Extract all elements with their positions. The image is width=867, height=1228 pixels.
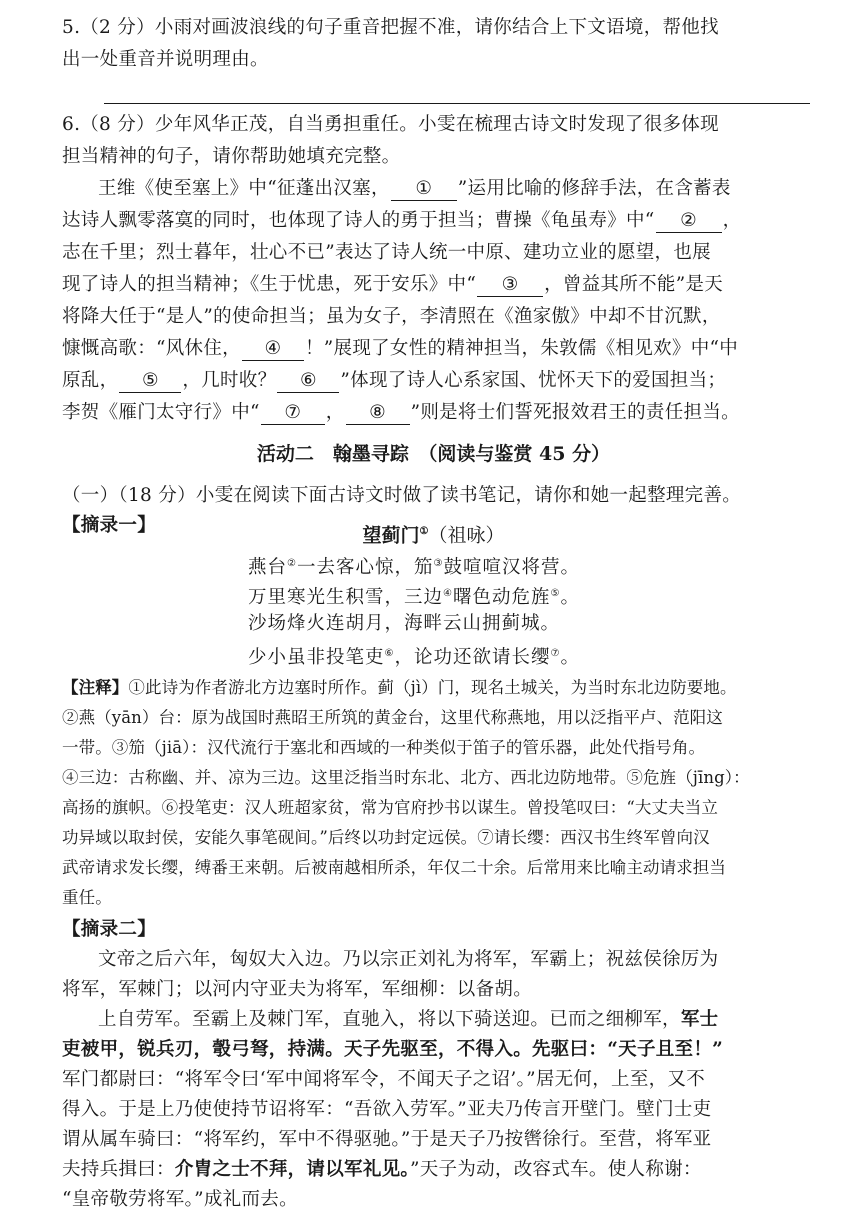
poem-line-1: 燕台②一去客心惊，笳③鼓喧喧汉将营。 bbox=[248, 557, 580, 579]
prose-line-3: 上自劳军。至霸上及棘门军，直驰入，将以下骑送迎。已而之细柳军，军士 bbox=[98, 1009, 719, 1030]
prose-line-8: 夫持兵揖曰：介胄之士不拜，请以军礼见。”天子为动，改容式车。使人称谢： bbox=[62, 1159, 702, 1180]
poem-line-3: 沙场烽火连胡月，海畔云山拥蓟城。 bbox=[248, 613, 561, 634]
part1-intro: （一）（18 分）小雯在阅读下面古诗文时做了读书笔记，请你和她一起整理完善。 bbox=[62, 485, 742, 506]
answer-line bbox=[104, 103, 810, 104]
prose-emphasis-1: 军士 bbox=[680, 1009, 719, 1030]
prose-line-6: 得入。于是上乃使使持节诏将军：“吾欲入劳军。”亚夫乃传言开壁门。壁门士吏 bbox=[62, 1099, 712, 1120]
prose-line-4: 吏被甲，锐兵刃，彀弓弩，持满。天子先驱至，不得入。先驱曰：“天子且至！” bbox=[62, 1039, 724, 1060]
blank-6[interactable]: ⑥ bbox=[277, 370, 339, 393]
prose-line-5: 军门都尉曰：“将军令曰‘军中闻将军令，不闻天子之诏’。”居无何，上至，又不 bbox=[62, 1069, 706, 1090]
q6-line-7: 将降大任于“是人”的使命担当；虽为女子，李清照在《渔家傲》中却不甘沉默， bbox=[62, 306, 721, 327]
blank-3[interactable]: ③ bbox=[477, 274, 543, 297]
q6-line-4: 达诗人飘零落寞的同时，也体现了诗人的勇于担当；曹操《龟虽寿》中“ ② ， bbox=[62, 210, 742, 231]
q6-line-8: 慷慨高歌：“风休住， ④ ！”展现了女性的精神担当，朱敦儒《相见欢》中“中 bbox=[62, 338, 739, 359]
poem-line-2: 万里寒光生积雪，三边④曙色动危旌⑤。 bbox=[248, 587, 580, 609]
note-line-3: 一带。③笳（jiā）：汉代流行于塞北和西域的一种类似于笛子的管乐器，此处代指号角。 bbox=[62, 738, 706, 757]
q6-line-3: 王维《使至塞上》中“征蓬出汉塞， ① ”运用比喻的修辞手法，在含蓄表 bbox=[98, 178, 731, 199]
q5-line-1: 5.（2 分）小雨对画波浪线的句子重音把握不准，请你结合上下文语境，帮他找 bbox=[62, 17, 719, 38]
activity-title: 活动二 翰墨寻踪 （阅读与鉴赏 45 分） bbox=[256, 443, 611, 465]
prose-line-9: “皇帝敬劳将军。”成礼而去。 bbox=[62, 1189, 298, 1210]
note-line-5: 高扬的旗帜。⑥投笔吏：汉人班超家贫，常为官府抄书以谋生。曾投笔叹曰：“大丈夫当立 bbox=[62, 798, 718, 817]
blank-2[interactable]: ② bbox=[656, 210, 722, 233]
blank-8[interactable]: ⑧ bbox=[346, 402, 410, 425]
note-line-7: 武帝请求发长缨，缚番王来朝。后被南越相所杀，年仅二十余。后常用来比喻主动请求担当 bbox=[62, 858, 726, 877]
prose-emphasis-2: 介胄之士不拜，请以军礼见。 bbox=[174, 1159, 410, 1180]
note-line-8: 重任。 bbox=[62, 888, 112, 907]
note-line-2: ②燕（yān）台：原为战国时燕昭王所筑的黄金台，这里代称燕地，用以泛指平卢、范阳这 bbox=[62, 708, 723, 727]
blank-7[interactable]: ⑦ bbox=[261, 402, 325, 425]
q6-line-2: 担当精神的句子，请你帮助她填充完整。 bbox=[62, 146, 401, 167]
blank-5[interactable]: ⑤ bbox=[119, 370, 181, 393]
poem-line-4: 少小虽非投笔吏⑥，论功还欲请长缨⑦。 bbox=[248, 647, 580, 669]
poem-author: （祖咏） bbox=[428, 524, 505, 547]
poem-title-row bbox=[0, 518, 867, 549]
prose-line-7: 谓从属车骑曰：“将军约，军中不得驱驰。”于是天子乃按辔徐行。至营，将军亚 bbox=[62, 1129, 712, 1150]
q6-line-5: 志在千里；烈士暮年，壮心不已”表达了诗人统一中原、建功立业的愿望，也展 bbox=[62, 242, 711, 263]
excerpt-2-label: 【摘录二】 bbox=[62, 919, 157, 940]
poem-title: 望蓟门 bbox=[362, 524, 420, 547]
q6-line-10: 李贺《雁门太守行》中“ ⑦ ， ⑧ ”则是将士们誓死报效君王的责任担当。 bbox=[62, 402, 740, 423]
blank-1[interactable]: ① bbox=[391, 178, 457, 201]
note-line-4: ④三边：古称幽、并、凉为三边。这里泛指当时东北、北方、西北边防地带。⑤危旌（jīng）： bbox=[62, 768, 750, 787]
note-line-6: 功异域以取封侯，安能久事笔砚间。”后终以功封定远侯。⑦请长缨：西汉书生终军曾向汉 bbox=[62, 828, 710, 847]
q6-line-6: 现了诗人的担当精神；《生于忧患，死于安乐》中“ ③ ，曾益其所不能”是天 bbox=[62, 274, 724, 295]
note-line-1: 【注释】①此诗为作者游北方边塞时所作。蓟（jì）门，现名土城关，为当时东北边防要地。 bbox=[62, 678, 737, 697]
prose-line-2: 将军，军棘门；以河内守亚夫为将军，军细柳：以备胡。 bbox=[62, 979, 533, 1000]
q5-line-2: 出一处重音并说明理由。 bbox=[62, 49, 269, 70]
prose-line-1: 文帝之后六年，匈奴大入边。乃以宗正刘礼为将军，军霸上；祝兹侯徐厉为 bbox=[98, 949, 719, 970]
excerpt-1-label: 【摘录一】 bbox=[62, 515, 157, 536]
q6-line-9: 原乱， ⑤ ，几时收？ ⑥ ”体现了诗人心系家国、忧怀天下的爱国担当； bbox=[62, 370, 727, 391]
blank-4[interactable]: ④ bbox=[242, 338, 304, 361]
q6-line-1: 6.（8 分）少年风华正茂，自当勇担重任。小雯在梳理古诗文时发现了很多体现 bbox=[62, 114, 719, 135]
poem-title-note: ① bbox=[419, 526, 429, 537]
